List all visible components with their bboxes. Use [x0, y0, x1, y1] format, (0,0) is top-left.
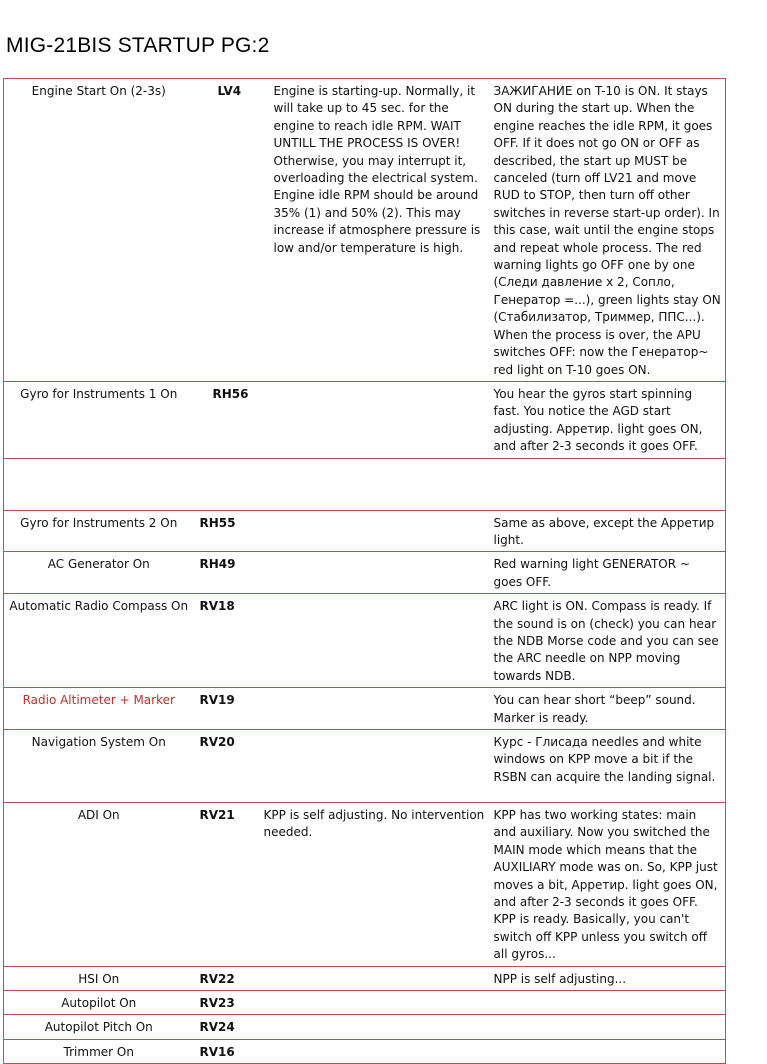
table-row — [4, 730, 726, 803]
step-note — [264, 552, 494, 594]
step-name — [4, 458, 194, 510]
table-row — [4, 458, 726, 510]
table-row — [4, 1039, 726, 1063]
step-note — [264, 381, 494, 458]
step-note — [264, 1015, 494, 1039]
switch-code: RV22 — [194, 966, 264, 990]
switch-code: RV21 — [194, 803, 264, 967]
startup-table — [3, 78, 726, 1064]
switch-code: RH55 — [194, 510, 264, 552]
switch-code: RV23 — [194, 991, 264, 1015]
switch-code: RH56 — [194, 381, 264, 458]
step-name: Autopilot Pitch On — [4, 1015, 194, 1039]
step-result — [494, 1039, 726, 1063]
switch-code — [194, 458, 264, 510]
table-row — [4, 594, 726, 688]
step-result: ARC light is ON. Compass is ready. If the sound is on (check) you can hear the NDB Morse code and you can see the ARC needle on NPP moving towards NDB. — [494, 594, 726, 688]
step-note — [264, 458, 494, 510]
step-result: NPP is self adjusting... — [494, 966, 726, 990]
switch-code: RV18 — [194, 594, 264, 688]
step-note — [264, 688, 494, 730]
table-row — [4, 803, 726, 967]
table-row — [4, 1015, 726, 1039]
step-result — [494, 458, 726, 510]
step-name: ADI On — [4, 803, 194, 967]
switch-code: RV20 — [194, 730, 264, 803]
step-result: You can hear short “beep” sound. Marker is ready. — [494, 688, 726, 730]
switch-code: RV19 — [194, 688, 264, 730]
step-name: Gyro for Instruments 2 On — [4, 510, 194, 552]
step-note — [264, 966, 494, 990]
step-result: ЗАЖИГАНИЕ on T-10 is ON. It stays ON during the start up. When the engine reaches the idle RPM, it goes OFF. If it does not go ON or OFF as described, the start up MUST be canceled (turn off LV21 and move RUD to STOP, then turn off other switches in reverse start-up order). In this case, wait until the engine stops and repeat whole process. The red warning lights go OFF one by one (Следи давление x 2, Сопло, Генератор =...), green lights stay ON (Стабилизатор, Триммер, ППС...). When the process is over, the APU switches OFF: now the Генератор~ red light on T-10 goes ON. — [494, 79, 726, 382]
step-result — [494, 991, 726, 1015]
step-result: Same as above, except the Арретир light. — [494, 510, 726, 552]
step-name: HSI On — [4, 966, 194, 990]
table-row — [4, 381, 726, 458]
step-note: KPP is self adjusting. No intervention needed. — [264, 803, 494, 967]
step-note — [264, 594, 494, 688]
switch-code: RV24 — [194, 1015, 264, 1039]
step-name: Trimmer On — [4, 1039, 194, 1063]
step-note — [264, 510, 494, 552]
step-result: KPP has two working states: main and auxiliary. Now you switched the MAIN mode which means that the AUXILIARY mode was on. So, KPP just moves a bit, Арретир. light goes ON, and after 2-3 seconds it goes OFF. KPP is ready. Basically, you can't switch off KPP unless you switch off all gyros... — [494, 803, 726, 967]
page-title: MIG-21BIS STARTUP PG:2 — [6, 34, 270, 57]
step-note — [264, 730, 494, 803]
step-note: Engine is starting-up. Normally, it will take up to 45 sec. for the engine to reach idle RPM. WAIT UNTILL THE PROCESS IS OVER! Otherwise, you may interrupt it, overloading the electrical system. Engine idle RPM should be around 35% (1) and 50% (2). This may increase if atmosphere pressure is low and/or temperature is high. — [264, 79, 494, 382]
step-result: Курс - Глисада needles and white windows on KPP move a bit if the RSBN can acquire the landing signal. — [494, 730, 726, 803]
step-name: Navigation System On — [4, 730, 194, 803]
step-name: Automatic Radio Compass On — [4, 594, 194, 688]
step-note — [264, 991, 494, 1015]
step-result: You hear the gyros start spinning fast. You notice the AGD start adjusting. Арретир. light goes ON, and after 2-3 seconds it goes OFF. — [494, 381, 726, 458]
table-row — [4, 991, 726, 1015]
step-name: AC Generator On — [4, 552, 194, 594]
step-name: Autopilot On — [4, 991, 194, 1015]
step-name: Radio Altimeter + Marker — [4, 688, 194, 730]
step-name: Engine Start On (2-3s) — [4, 79, 194, 382]
step-note — [264, 1039, 494, 1063]
table-row — [4, 966, 726, 990]
table-row — [4, 79, 726, 382]
table-row — [4, 688, 726, 730]
switch-code: RH49 — [194, 552, 264, 594]
table-row — [4, 552, 726, 594]
step-result — [494, 1015, 726, 1039]
switch-code: RV16 — [194, 1039, 264, 1063]
table-row — [4, 510, 726, 552]
switch-code: LV4 — [194, 79, 264, 382]
step-result: Red warning light GENERATOR ~ goes OFF. — [494, 552, 726, 594]
step-name: Gyro for Instruments 1 On — [4, 381, 194, 458]
